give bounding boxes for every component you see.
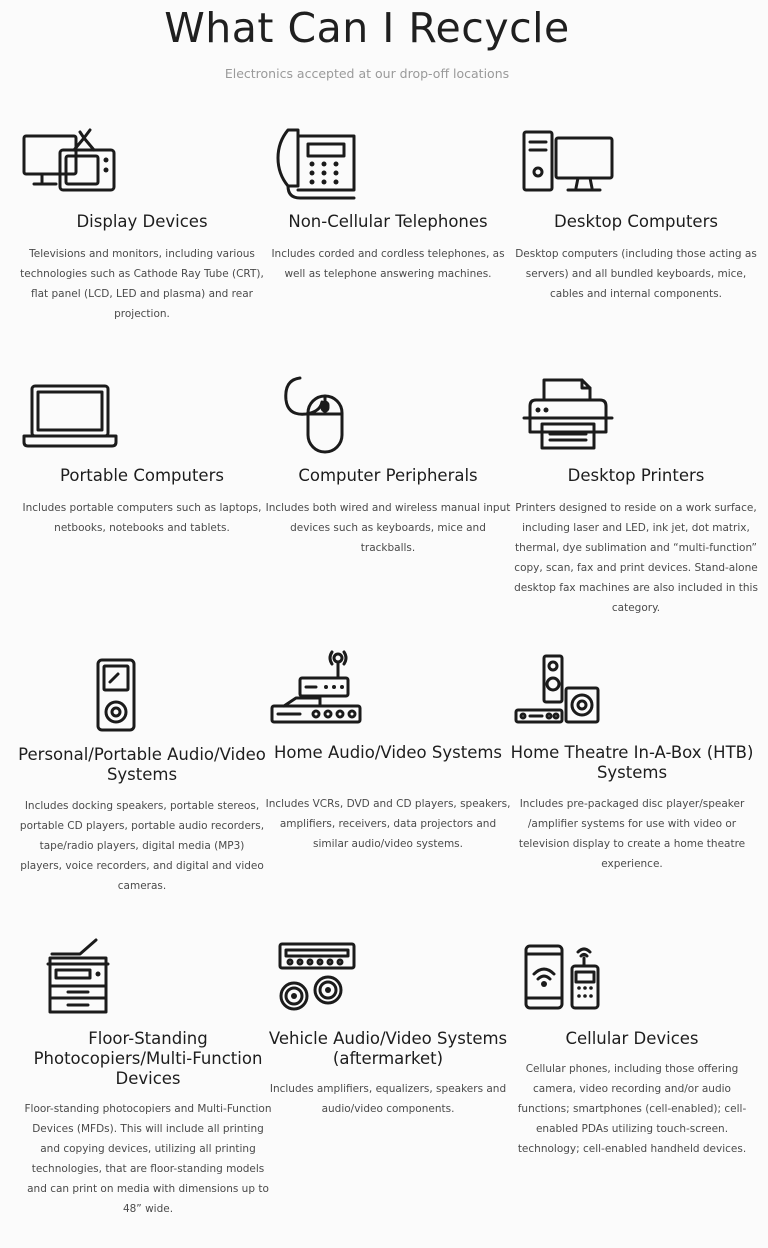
category-name: Desktop Computers: [554, 212, 718, 231]
category-description: Desktop computers (including those acting as servers) and all bundled keyboards, mice, cables and internal components.: [515, 248, 757, 300]
category-description: Includes amplifiers, equalizers, speakers and audio/video components.: [269, 1083, 507, 1115]
desk-phone-icon: [274, 124, 370, 204]
category-name: Home Audio/Video Systems: [273, 743, 503, 762]
cell-phone-icon: [522, 936, 618, 1016]
category-description: Includes docking speakers, portable stereos, portable CD players, portable audio recorders, tape/radio players, digital media (MP3) players, voice recorders, and digital and video cameras.: [19, 800, 265, 892]
mouse-icon: [278, 374, 374, 454]
category-description: Printers designed to reside on a work surface, including laser and LED, ink jet, dot matrix, thermal, dye sublimation and “multi-function” copy, scan, fax and print devices. Stand-alone desktop fax machines are also included in this category.: [514, 502, 758, 614]
category-name: Portable Computers: [60, 466, 224, 485]
media-player-icon: [92, 656, 188, 736]
home-theatre-icon: [514, 652, 610, 732]
av-receiver-icon: [270, 650, 366, 730]
category-description: Includes pre-packaged disc player/speaker /amplifier systems for use with video or television display to create a home theatre experience.: [518, 798, 746, 870]
category-description: Floor-standing photocopiers and Multi-Function Devices (MFDs). This will include all printing and copying devices, utilizing all printing technologies, that are floor-standing models and can print on media with dimensions up to 48” wide.: [24, 1103, 272, 1215]
category-name: Floor-Standing Photocopiers/Multi-Function Devices: [33, 1029, 263, 1088]
page-title: What Can I Recycle: [164, 4, 570, 52]
category-name: Non-Cellular Telephones: [288, 212, 488, 231]
category-name: Cellular Devices: [565, 1029, 699, 1048]
category-name: Display Devices: [76, 212, 208, 231]
category-name: Personal/Portable Audio/Video Systems: [18, 745, 266, 784]
category-name: Desktop Printers: [567, 466, 705, 485]
category-description: Includes corded and cordless telephones, as well as telephone answering machines.: [271, 248, 505, 280]
laptop-icon: [22, 378, 118, 458]
photocopier-icon: [44, 934, 140, 1014]
category-name: Vehicle Audio/Video Systems (aftermarket): [268, 1029, 508, 1068]
desktop-computer-icon: [520, 124, 616, 204]
category-description: Includes VCRs, DVD and CD players, speakers, amplifiers, receivers, data projectors and similar audio/video systems.: [265, 798, 511, 850]
category-description: Televisions and monitors, including various technologies such as Cathode Ray Tube (CRT), flat panel (LCD, LED and plasma) and rear projection.: [20, 248, 264, 320]
category-description: Includes both wired and wireless manual input devices such as keyboards, mice and trackballs.: [265, 502, 511, 554]
category-name: Computer Peripherals: [298, 466, 478, 485]
category-name: Home Theatre In-A-Box (HTB) Systems: [510, 743, 754, 782]
tv-monitor-icon: [22, 124, 118, 204]
car-stereo-icon: [278, 938, 374, 1018]
category-description: Cellular phones, including those offering camera, video recording and/or audio functions; smartphones (cell-enabled); cell-enabled PDAs utilizing touch-screen. technology; cell-enabled handheld devices.: [517, 1063, 747, 1155]
printer-icon: [520, 376, 616, 456]
category-description: Includes portable computers such as laptops, netbooks, notebooks and tablets.: [22, 502, 262, 534]
page-subtitle: Electronics accepted at our drop-off locations: [224, 66, 510, 81]
